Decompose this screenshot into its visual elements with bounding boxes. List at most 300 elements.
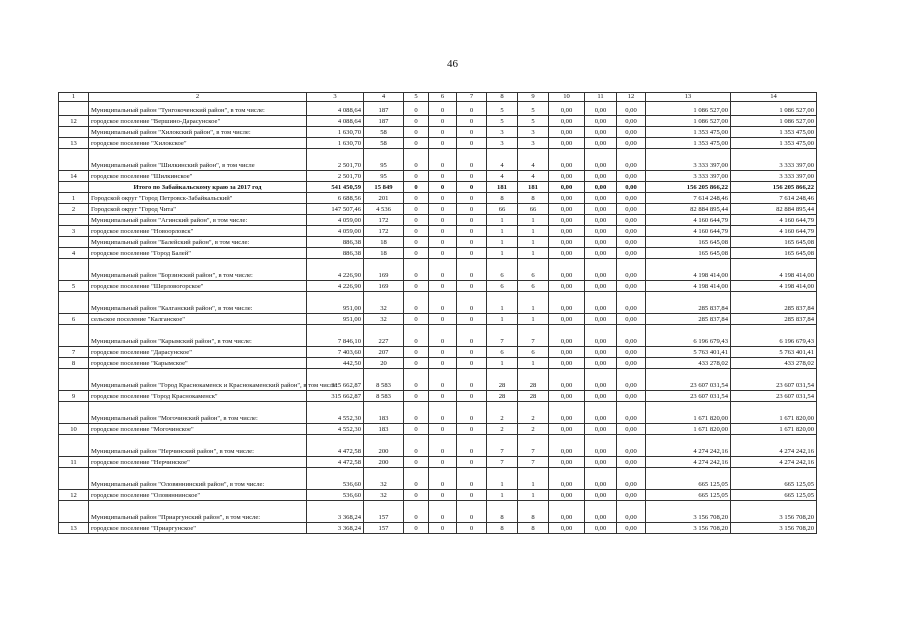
cell-c5: 0 xyxy=(404,237,429,248)
table-row xyxy=(59,402,817,424)
cell-c11: 0,00 xyxy=(585,391,617,402)
cell-c11: 0,00 xyxy=(585,358,617,369)
cell-c12: 0,00 xyxy=(617,259,646,281)
cell-c6: 0 xyxy=(429,138,457,149)
cell-premises: 6 xyxy=(518,347,549,358)
header-cell: 14 xyxy=(731,93,817,102)
cell-residents: 4 536 xyxy=(364,204,404,215)
cell-c6: 0 xyxy=(429,237,457,248)
cell-area: 4 059,00 xyxy=(307,226,364,237)
cell-total-cost: 665 125,05 xyxy=(646,490,731,501)
cell-name: Муниципальный район "Тунгокоченский район", в том числе: xyxy=(89,102,307,116)
cell-funding: 23 607 031,54 xyxy=(731,369,817,391)
cell-funding: 4 274 242,16 xyxy=(731,435,817,457)
cell-c12: 0,00 xyxy=(617,102,646,116)
cell-c11: 0,00 xyxy=(585,116,617,127)
cell-total-cost: 5 763 401,41 xyxy=(646,347,731,358)
cell-residents: 169 xyxy=(364,281,404,292)
cell-num xyxy=(59,215,89,226)
header-cell: 2 xyxy=(89,93,307,102)
cell-num xyxy=(59,102,89,116)
cell-c12: 0,00 xyxy=(617,424,646,435)
cell-houses: 6 xyxy=(487,259,518,281)
cell-c12: 0,00 xyxy=(617,281,646,292)
cell-c5: 0 xyxy=(404,501,429,523)
cell-area: 4 088,64 xyxy=(307,102,364,116)
cell-c5: 0 xyxy=(404,248,429,259)
header-row xyxy=(59,93,817,102)
cell-area: 4 226,90 xyxy=(307,259,364,281)
cell-residents: 172 xyxy=(364,215,404,226)
cell-c6: 0 xyxy=(429,435,457,457)
cell-houses: 2 xyxy=(487,424,518,435)
cell-houses: 3 xyxy=(487,138,518,149)
cell-c5: 0 xyxy=(404,347,429,358)
cell-c6: 0 xyxy=(429,149,457,171)
cell-c7: 0 xyxy=(457,292,487,314)
cell-funding: 165 645,08 xyxy=(731,237,817,248)
header-cell: 7 xyxy=(457,93,487,102)
cell-c11: 0,00 xyxy=(585,248,617,259)
cell-area: 4 552,30 xyxy=(307,402,364,424)
cell-num xyxy=(59,127,89,138)
cell-houses: 1 xyxy=(487,358,518,369)
cell-area: 4 226,90 xyxy=(307,281,364,292)
cell-name: Муниципальный район "Оловяннинский район", в том числе: xyxy=(89,468,307,490)
cell-c6: 0 xyxy=(429,501,457,523)
cell-num: 9 xyxy=(59,391,89,402)
cell-c5: 0 xyxy=(404,116,429,127)
cell-c6: 0 xyxy=(429,391,457,402)
cell-funding: 665 125,05 xyxy=(731,490,817,501)
cell-total-cost: 4 160 644,79 xyxy=(646,215,731,226)
table-row xyxy=(59,226,817,237)
cell-total-cost: 1 353 475,00 xyxy=(646,138,731,149)
cell-funding: 285 837,84 xyxy=(731,314,817,325)
cell-residents: 169 xyxy=(364,259,404,281)
cell-c7: 0 xyxy=(457,369,487,391)
cell-residents: 18 xyxy=(364,237,404,248)
cell-funding: 1 086 527,00 xyxy=(731,102,817,116)
cell-houses: 8 xyxy=(487,523,518,534)
cell-residents: 58 xyxy=(364,127,404,138)
cell-c12: 0,00 xyxy=(617,314,646,325)
cell-residents: 32 xyxy=(364,292,404,314)
cell-c11: 0,00 xyxy=(585,215,617,226)
cell-premises: 2 xyxy=(518,424,549,435)
cell-premises: 1 xyxy=(518,237,549,248)
cell-c6: 0 xyxy=(429,127,457,138)
cell-num xyxy=(59,292,89,314)
cell-c6: 0 xyxy=(429,204,457,215)
cell-residents: 20 xyxy=(364,358,404,369)
cell-c7: 0 xyxy=(457,281,487,292)
cell-total-cost: 156 205 866,22 xyxy=(646,182,731,193)
cell-num xyxy=(59,501,89,523)
cell-name: городское поселение "Шерловогорское" xyxy=(89,281,307,292)
cell-area: 4 552,30 xyxy=(307,424,364,435)
cell-houses: 6 xyxy=(487,281,518,292)
table-row xyxy=(59,490,817,501)
cell-c11: 0,00 xyxy=(585,237,617,248)
table-body xyxy=(59,93,817,534)
table-row xyxy=(59,171,817,182)
cell-c12: 0,00 xyxy=(617,523,646,534)
cell-c7: 0 xyxy=(457,215,487,226)
cell-num: 2 xyxy=(59,204,89,215)
cell-premises: 1 xyxy=(518,314,549,325)
cell-residents: 172 xyxy=(364,226,404,237)
cell-funding: 285 837,84 xyxy=(731,292,817,314)
cell-c10: 0,00 xyxy=(549,490,585,501)
cell-c5: 0 xyxy=(404,402,429,424)
cell-c10: 0,00 xyxy=(549,457,585,468)
cell-c6: 0 xyxy=(429,468,457,490)
cell-c10: 0,00 xyxy=(549,204,585,215)
cell-c6: 0 xyxy=(429,215,457,226)
cell-c11: 0,00 xyxy=(585,149,617,171)
cell-c7: 0 xyxy=(457,435,487,457)
cell-residents: 200 xyxy=(364,435,404,457)
cell-num: 7 xyxy=(59,347,89,358)
cell-residents: 157 xyxy=(364,523,404,534)
cell-c10: 0,00 xyxy=(549,501,585,523)
cell-c11: 0,00 xyxy=(585,435,617,457)
cell-residents: 32 xyxy=(364,490,404,501)
cell-c7: 0 xyxy=(457,424,487,435)
cell-residents: 227 xyxy=(364,325,404,347)
cell-total-cost: 4 274 242,16 xyxy=(646,435,731,457)
cell-funding: 1 353 475,00 xyxy=(731,138,817,149)
cell-c10: 0,00 xyxy=(549,182,585,193)
cell-c6: 0 xyxy=(429,226,457,237)
cell-c11: 0,00 xyxy=(585,259,617,281)
cell-total-cost: 285 837,84 xyxy=(646,292,731,314)
cell-name: городское поселение "Город Краснокаменск" xyxy=(89,391,307,402)
cell-c11: 0,00 xyxy=(585,325,617,347)
table-row xyxy=(59,259,817,281)
cell-c5: 0 xyxy=(404,457,429,468)
cell-area: 1 630,70 xyxy=(307,127,364,138)
cell-total-cost: 1 671 820,00 xyxy=(646,402,731,424)
cell-name: Муниципальный район "Город Краснокаменск и Краснокаменский район", в том числе: xyxy=(89,369,307,391)
cell-c10: 0,00 xyxy=(549,424,585,435)
cell-funding: 1 353 475,00 xyxy=(731,127,817,138)
cell-name: Муниципальный район "Балейский район", в том числе: xyxy=(89,237,307,248)
cell-c5: 0 xyxy=(404,358,429,369)
cell-c5: 0 xyxy=(404,215,429,226)
cell-houses: 28 xyxy=(487,391,518,402)
cell-houses: 3 xyxy=(487,127,518,138)
cell-premises: 2 xyxy=(518,402,549,424)
cell-area: 442,50 xyxy=(307,358,364,369)
cell-premises: 28 xyxy=(518,369,549,391)
cell-c12: 0,00 xyxy=(617,358,646,369)
cell-name: сельское поселение "Калганское" xyxy=(89,314,307,325)
cell-c10: 0,00 xyxy=(549,325,585,347)
cell-funding: 4 160 644,79 xyxy=(731,226,817,237)
cell-num xyxy=(59,259,89,281)
cell-area: 6 688,56 xyxy=(307,193,364,204)
cell-name: Муниципальный район "Карымский район", в том числе: xyxy=(89,325,307,347)
cell-c12: 0,00 xyxy=(617,347,646,358)
table-row xyxy=(59,358,817,369)
cell-houses: 1 xyxy=(487,237,518,248)
cell-c10: 0,00 xyxy=(549,226,585,237)
cell-funding: 3 333 397,00 xyxy=(731,149,817,171)
cell-houses: 28 xyxy=(487,369,518,391)
cell-c11: 0,00 xyxy=(585,347,617,358)
cell-c12: 0,00 xyxy=(617,402,646,424)
cell-residents: 187 xyxy=(364,102,404,116)
cell-c10: 0,00 xyxy=(549,127,585,138)
cell-total-cost: 1 086 527,00 xyxy=(646,116,731,127)
cell-total-cost: 433 278,02 xyxy=(646,358,731,369)
cell-c12: 0,00 xyxy=(617,468,646,490)
cell-num xyxy=(59,402,89,424)
cell-c10: 0,00 xyxy=(549,102,585,116)
cell-name: Муниципальный район "Приаргунский район", в том числе: xyxy=(89,501,307,523)
cell-c12: 0,00 xyxy=(617,457,646,468)
cell-houses: 1 xyxy=(487,490,518,501)
cell-c10: 0,00 xyxy=(549,347,585,358)
cell-c11: 0,00 xyxy=(585,171,617,182)
cell-premises: 1 xyxy=(518,226,549,237)
table-row xyxy=(59,281,817,292)
cell-premises: 4 xyxy=(518,171,549,182)
cell-c5: 0 xyxy=(404,424,429,435)
cell-c6: 0 xyxy=(429,424,457,435)
cell-name: Городской округ "Город Петровск-Забайкальский" xyxy=(89,193,307,204)
cell-c7: 0 xyxy=(457,226,487,237)
cell-c12: 0,00 xyxy=(617,127,646,138)
cell-premises: 1 xyxy=(518,490,549,501)
cell-c6: 0 xyxy=(429,358,457,369)
cell-houses: 1 xyxy=(487,314,518,325)
cell-num: 12 xyxy=(59,116,89,127)
cell-total-cost: 82 884 895,44 xyxy=(646,204,731,215)
cell-premises: 1 xyxy=(518,215,549,226)
cell-c5: 0 xyxy=(404,182,429,193)
cell-c12: 0,00 xyxy=(617,215,646,226)
cell-num: 1 xyxy=(59,193,89,204)
cell-residents: 18 xyxy=(364,248,404,259)
cell-c12: 0,00 xyxy=(617,171,646,182)
cell-c7: 0 xyxy=(457,490,487,501)
cell-houses: 8 xyxy=(487,501,518,523)
cell-c5: 0 xyxy=(404,523,429,534)
cell-num: 12 xyxy=(59,490,89,501)
cell-c6: 0 xyxy=(429,171,457,182)
cell-c7: 0 xyxy=(457,391,487,402)
table-row xyxy=(59,369,817,391)
table-row xyxy=(59,325,817,347)
cell-c12: 0,00 xyxy=(617,391,646,402)
cell-c11: 0,00 xyxy=(585,193,617,204)
total-row xyxy=(59,182,817,193)
cell-num xyxy=(59,435,89,457)
cell-c12: 0,00 xyxy=(617,182,646,193)
table-row xyxy=(59,193,817,204)
cell-c6: 0 xyxy=(429,457,457,468)
cell-c11: 0,00 xyxy=(585,424,617,435)
cell-funding: 3 333 397,00 xyxy=(731,171,817,182)
header-cell: 4 xyxy=(364,93,404,102)
housing-resettlement-table xyxy=(58,92,817,534)
cell-premises: 1 xyxy=(518,292,549,314)
cell-c6: 0 xyxy=(429,369,457,391)
cell-c5: 0 xyxy=(404,314,429,325)
cell-area: 3 368,24 xyxy=(307,523,364,534)
cell-c12: 0,00 xyxy=(617,435,646,457)
cell-houses: 5 xyxy=(487,102,518,116)
cell-premises: 7 xyxy=(518,435,549,457)
cell-houses: 1 xyxy=(487,248,518,259)
table-row xyxy=(59,215,817,226)
cell-c7: 0 xyxy=(457,325,487,347)
cell-residents: 8 583 xyxy=(364,391,404,402)
header-cell: 1 xyxy=(59,93,89,102)
cell-c10: 0,00 xyxy=(549,314,585,325)
table-row xyxy=(59,424,817,435)
cell-name: Муниципальный район "Борзинский район", в том числе: xyxy=(89,259,307,281)
cell-funding: 1 086 527,00 xyxy=(731,116,817,127)
cell-c7: 0 xyxy=(457,523,487,534)
cell-c7: 0 xyxy=(457,457,487,468)
cell-houses: 7 xyxy=(487,435,518,457)
cell-num: 8 xyxy=(59,358,89,369)
cell-c6: 0 xyxy=(429,347,457,358)
cell-num xyxy=(59,237,89,248)
cell-total-cost: 4 274 242,16 xyxy=(646,457,731,468)
cell-c5: 0 xyxy=(404,127,429,138)
cell-c7: 0 xyxy=(457,102,487,116)
cell-c10: 0,00 xyxy=(549,391,585,402)
cell-area: 886,38 xyxy=(307,248,364,259)
header-cell: 3 xyxy=(307,93,364,102)
cell-c12: 0,00 xyxy=(617,501,646,523)
cell-c12: 0,00 xyxy=(617,292,646,314)
cell-c5: 0 xyxy=(404,468,429,490)
cell-residents: 207 xyxy=(364,347,404,358)
table-row xyxy=(59,149,817,171)
cell-num: 13 xyxy=(59,523,89,534)
cell-c6: 0 xyxy=(429,248,457,259)
cell-total-cost: 23 607 031,54 xyxy=(646,391,731,402)
cell-name: городское поселение "Вершино-Дарасунское" xyxy=(89,116,307,127)
cell-c10: 0,00 xyxy=(549,435,585,457)
header-cell: 10 xyxy=(549,93,585,102)
table-row xyxy=(59,204,817,215)
cell-area: 2 501,70 xyxy=(307,171,364,182)
cell-num: 13 xyxy=(59,138,89,149)
cell-c11: 0,00 xyxy=(585,523,617,534)
cell-num: 5 xyxy=(59,281,89,292)
table-row xyxy=(59,523,817,534)
cell-houses: 1 xyxy=(487,292,518,314)
table-row xyxy=(59,501,817,523)
cell-houses: 6 xyxy=(487,347,518,358)
cell-c11: 0,00 xyxy=(585,501,617,523)
cell-c6: 0 xyxy=(429,402,457,424)
cell-name: городское поселение "Дарасунское" xyxy=(89,347,307,358)
cell-name: городское поселение "Нерчинское" xyxy=(89,457,307,468)
cell-c5: 0 xyxy=(404,369,429,391)
cell-houses: 66 xyxy=(487,204,518,215)
cell-area: 315 662,87 xyxy=(307,369,364,391)
cell-total-cost: 1 086 527,00 xyxy=(646,102,731,116)
cell-residents: 157 xyxy=(364,501,404,523)
cell-c12: 0,00 xyxy=(617,369,646,391)
table-row xyxy=(59,391,817,402)
cell-funding: 3 156 708,20 xyxy=(731,501,817,523)
cell-c5: 0 xyxy=(404,204,429,215)
cell-area: 536,60 xyxy=(307,490,364,501)
cell-houses: 4 xyxy=(487,149,518,171)
cell-residents: 183 xyxy=(364,402,404,424)
cell-c12: 0,00 xyxy=(617,116,646,127)
header-cell: 11 xyxy=(585,93,617,102)
cell-c7: 0 xyxy=(457,259,487,281)
cell-premises: 66 xyxy=(518,204,549,215)
cell-premises: 8 xyxy=(518,523,549,534)
cell-num: 3 xyxy=(59,226,89,237)
cell-c10: 0,00 xyxy=(549,468,585,490)
cell-premises: 4 xyxy=(518,149,549,171)
cell-funding: 5 763 401,41 xyxy=(731,347,817,358)
cell-c7: 0 xyxy=(457,402,487,424)
header-cell: 9 xyxy=(518,93,549,102)
cell-premises: 6 xyxy=(518,259,549,281)
cell-c6: 0 xyxy=(429,292,457,314)
cell-area: 147 507,46 xyxy=(307,204,364,215)
cell-funding: 1 671 820,00 xyxy=(731,402,817,424)
cell-funding: 4 198 414,00 xyxy=(731,259,817,281)
cell-c6: 0 xyxy=(429,325,457,347)
cell-c11: 0,00 xyxy=(585,204,617,215)
cell-name: Муниципальный район "Хилокский район", в том числе: xyxy=(89,127,307,138)
cell-area: 951,00 xyxy=(307,314,364,325)
cell-premises: 1 xyxy=(518,248,549,259)
cell-c10: 0,00 xyxy=(549,523,585,534)
cell-num: 14 xyxy=(59,171,89,182)
cell-total-cost: 4 198 414,00 xyxy=(646,281,731,292)
cell-c11: 0,00 xyxy=(585,127,617,138)
cell-c11: 0,00 xyxy=(585,314,617,325)
cell-c5: 0 xyxy=(404,391,429,402)
cell-total-cost: 23 607 031,54 xyxy=(646,369,731,391)
header-cell: 12 xyxy=(617,93,646,102)
cell-name: Городской округ "Город Чита" xyxy=(89,204,307,215)
cell-c11: 0,00 xyxy=(585,402,617,424)
cell-num xyxy=(59,149,89,171)
cell-residents: 8 583 xyxy=(364,369,404,391)
cell-c6: 0 xyxy=(429,490,457,501)
cell-c10: 0,00 xyxy=(549,215,585,226)
cell-residents: 58 xyxy=(364,138,404,149)
cell-c11: 0,00 xyxy=(585,369,617,391)
cell-houses: 1 xyxy=(487,215,518,226)
table-row xyxy=(59,457,817,468)
cell-c10: 0,00 xyxy=(549,292,585,314)
cell-c5: 0 xyxy=(404,193,429,204)
table-row xyxy=(59,102,817,116)
cell-num: 10 xyxy=(59,424,89,435)
cell-num xyxy=(59,325,89,347)
table-row xyxy=(59,248,817,259)
header-cell: 6 xyxy=(429,93,457,102)
cell-name: Итого по Забайкальскому краю за 2017 год xyxy=(89,182,307,193)
